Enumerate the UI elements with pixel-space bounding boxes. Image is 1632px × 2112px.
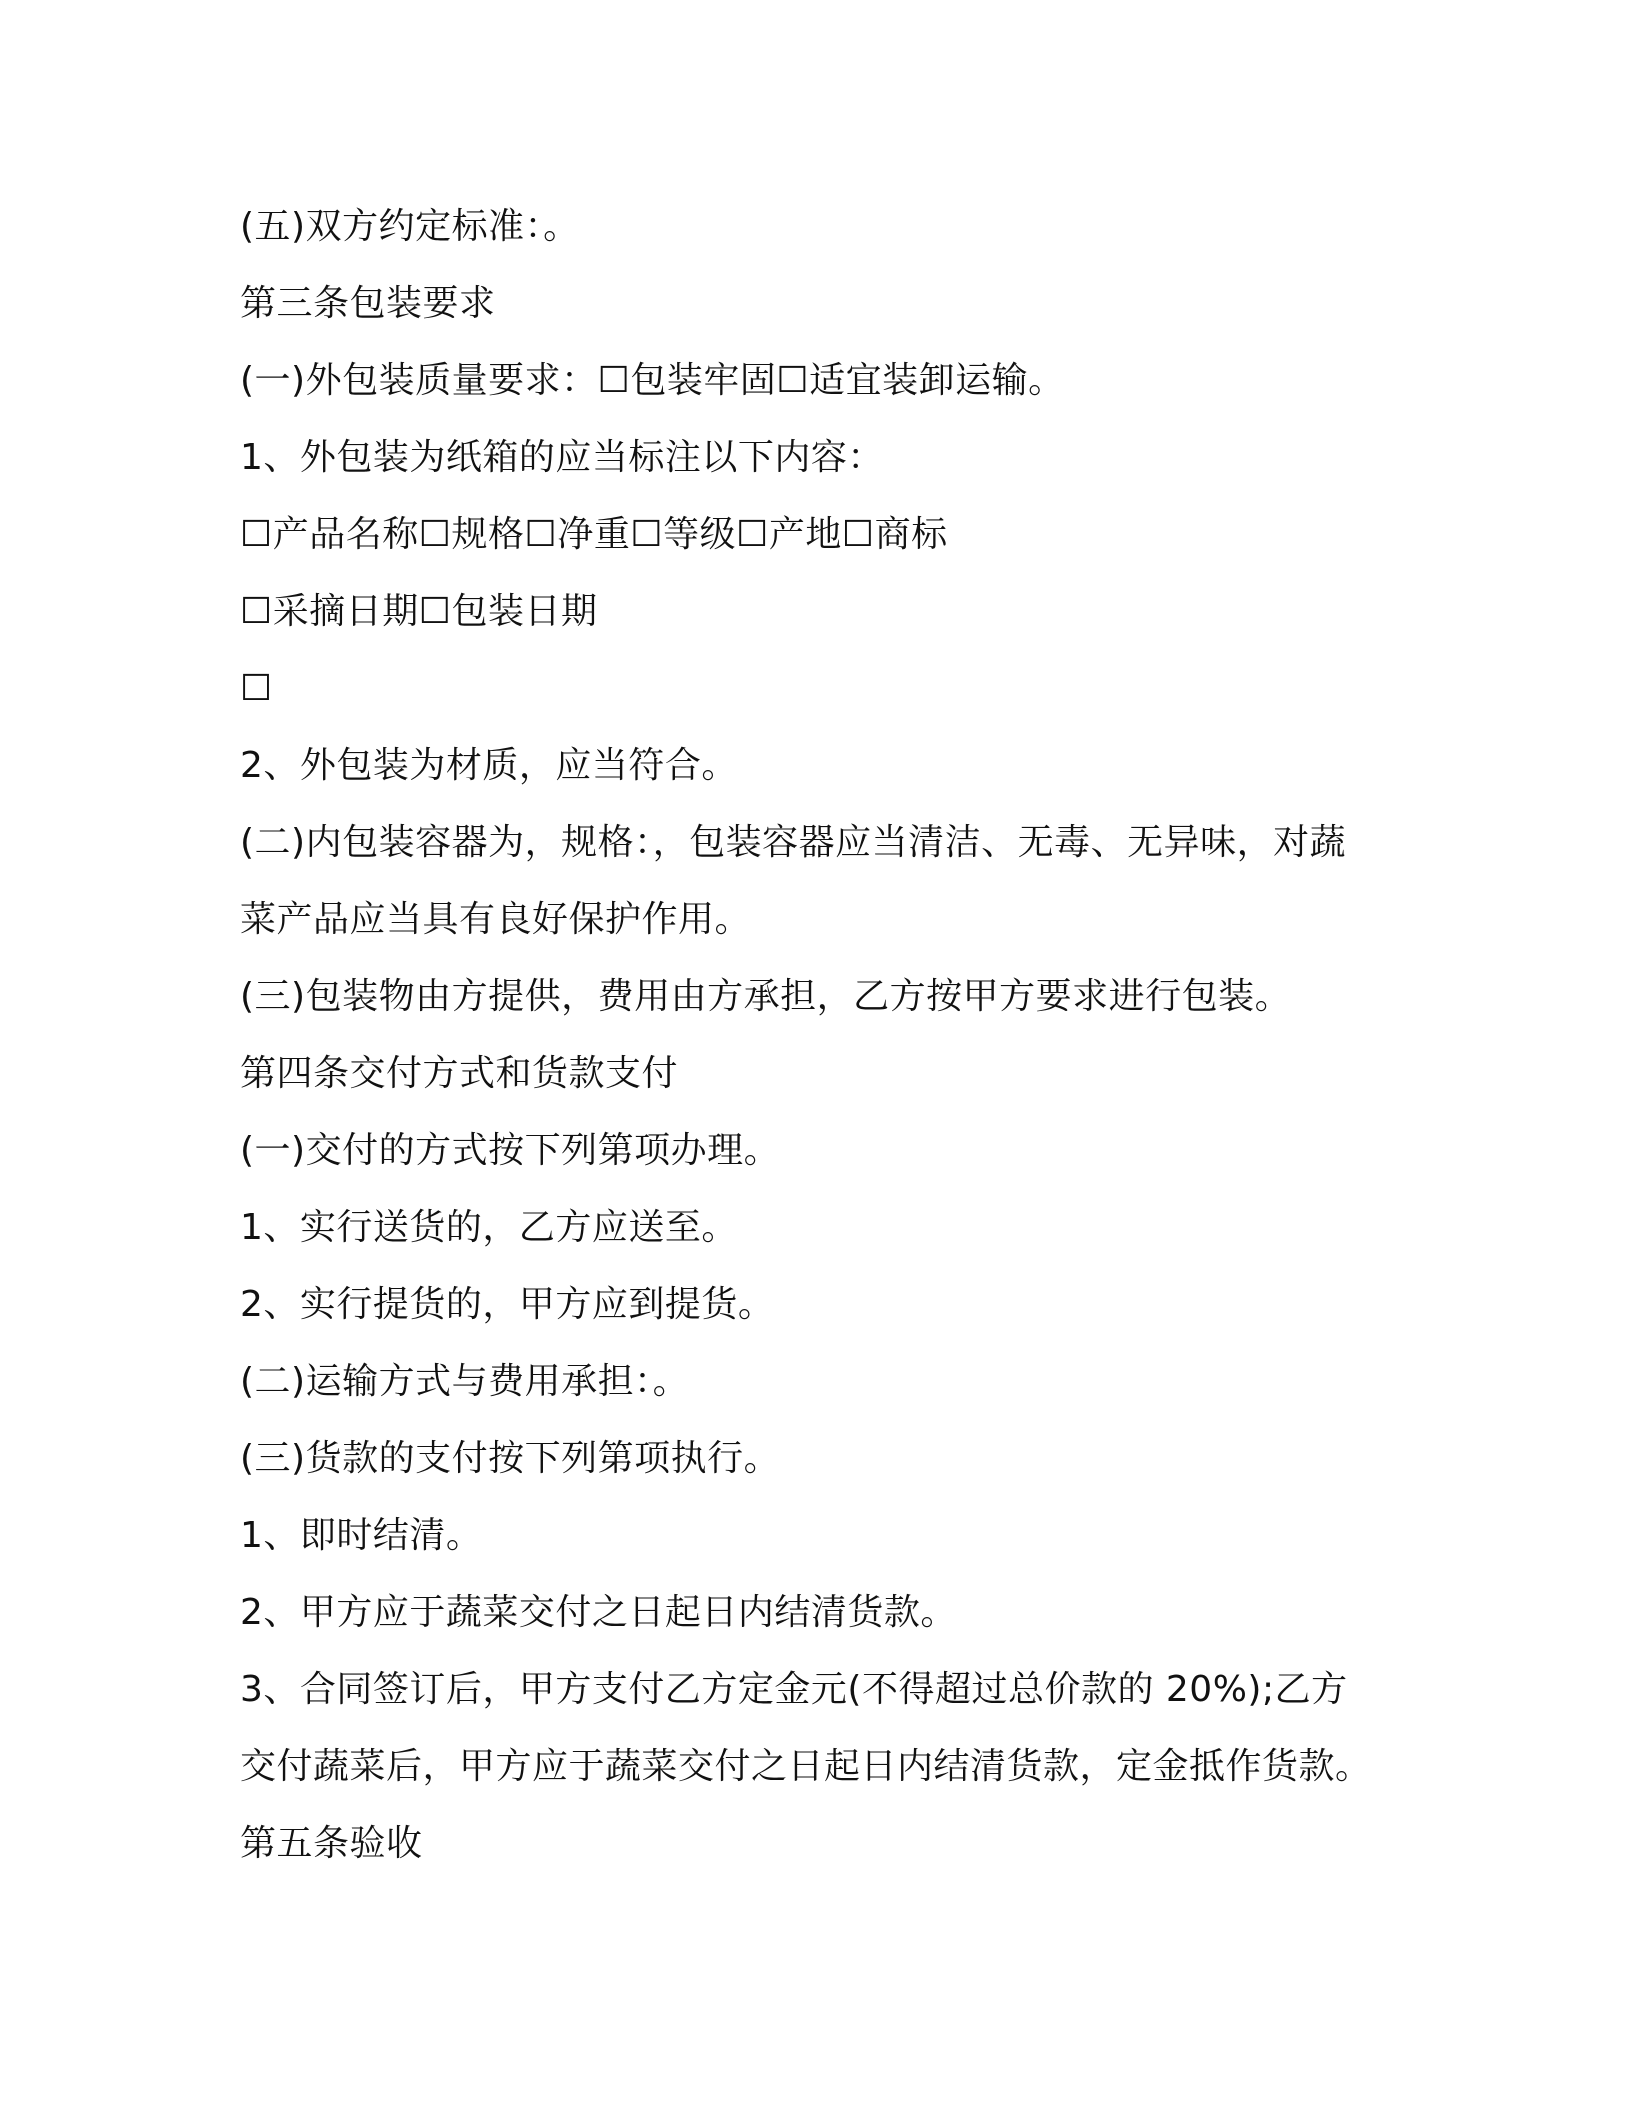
clause-line: 交付蔬菜后，甲方应于蔬菜交付之日起日内结清货款，定金抵作货款。 — [240, 1746, 1372, 1787]
checkbox-options-line: ☐ — [240, 668, 273, 709]
clause-line: 1、即时结清。 — [240, 1515, 483, 1556]
clause-line: (五)双方约定标准：。 — [240, 206, 580, 247]
checkbox-options-line: ☐产品名称☐规格☐净重☐等级☐产地☐商标 — [240, 514, 948, 555]
section-heading: 第五条验收 — [240, 1823, 423, 1864]
section-heading: 第三条包装要求 — [240, 283, 496, 324]
clause-line: 2、甲方应于蔬菜交付之日起日内结清货款。 — [240, 1592, 957, 1633]
document-body — [240, 188, 1410, 1882]
clause-line: 2、外包装为材质，应当符合。 — [240, 745, 738, 786]
clause-line: (三)货款的支付按下列第项执行。 — [240, 1438, 781, 1479]
clause-line: (二)内包装容器为，规格：，包装容器应当清洁、无毒、无异味，对蔬 — [240, 822, 1347, 863]
clause-line: 2、实行提货的，甲方应到提货。 — [240, 1284, 775, 1325]
clause-line: 菜产品应当具有良好保护作用。 — [240, 899, 752, 940]
clause-line: (三)包装物由方提供，费用由方承担，乙方按甲方要求进行包装。 — [240, 976, 1292, 1017]
section-heading: 第四条交付方式和货款支付 — [240, 1053, 679, 1094]
clause-line: 1、外包装为纸箱的应当标注以下内容： — [240, 437, 884, 478]
clause-line: 3、合同签订后，甲方支付乙方定金元(不得超过总价款的 20%);乙方 — [240, 1669, 1348, 1710]
clause-line: 1、实行送货的，乙方应送至。 — [240, 1207, 738, 1248]
checkbox-options-line: ☐采摘日期☐包装日期 — [240, 591, 598, 632]
clause-line: (一)外包装质量要求：☐包装牢固☐适宜装卸运输。 — [240, 360, 1065, 401]
clause-line: (一)交付的方式按下列第项办理。 — [240, 1130, 781, 1171]
clause-line: (二)运输方式与费用承担：。 — [240, 1361, 690, 1402]
